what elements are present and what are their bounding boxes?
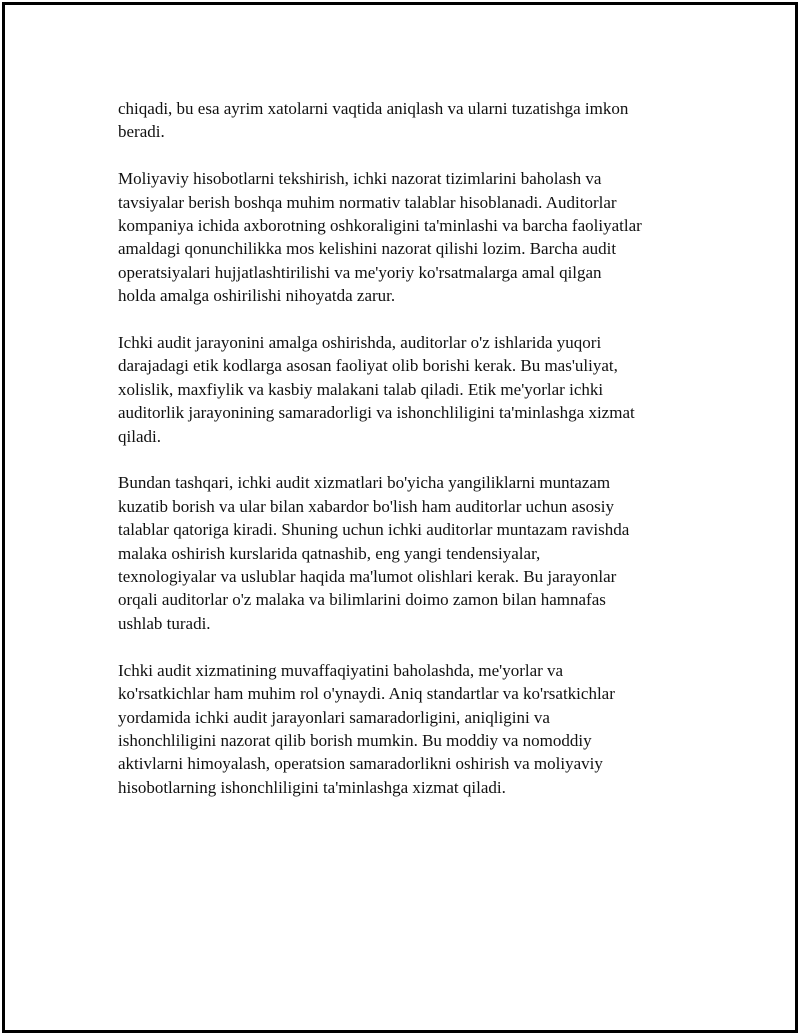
text-line: Bundan tashqari, ichki audit xizmatlari bo'yicha yangiliklarni muntazam bbox=[118, 473, 611, 493]
paragraph-4 bbox=[118, 471, 693, 635]
text-line: darajadagi etik kodlarga asosan faoliyat olib borishi kerak. Bu mas'uliyat, bbox=[118, 356, 618, 376]
document-body bbox=[118, 97, 693, 823]
text-line: tavsiyalar berish boshqa muhim normativ talablar hisoblanadi. Auditorlar bbox=[118, 192, 617, 212]
document-page bbox=[2, 2, 798, 1033]
text-line: malaka oshirish kurslarida qatnashib, eng yangi tendensiyalar, bbox=[118, 543, 541, 563]
text-line: Ichki audit jarayonini amalga oshirishda, auditorlar o'z ishlarida yuqori bbox=[118, 333, 602, 353]
text-line: kompaniya ichida axborotning oshkoraligini ta'minlashi va barcha faoliyatlar bbox=[118, 216, 642, 236]
text-line: hisobotlarning ishonchliligini ta'minlashga xizmat qiladi. bbox=[118, 777, 506, 797]
text-line: orqali auditorlar o'z malaka va bilimlarini doimo zamon bilan hamnafas bbox=[118, 590, 606, 610]
text-line: texnologiyalar va uslublar haqida ma'lumot olishlari kerak. Bu jarayonlar bbox=[118, 567, 617, 587]
text-line: talablar qatoriga kiradi. Shuning uchun ichki auditorlar muntazam ravishda bbox=[118, 520, 630, 540]
text-line: kuzatib borish va ular bilan xabardor bo'lish ham auditorlar uchun asosiy bbox=[118, 496, 614, 516]
text-line: qiladi. bbox=[118, 426, 161, 446]
paragraph-5 bbox=[118, 659, 693, 799]
text-line: ishonchliligini nazorat qilib borish mumkin. Bu moddiy va nomoddiy bbox=[118, 730, 592, 750]
text-line: auditorlik jarayonining samaradorligi va ishonchliligini ta'minlashga xizmat bbox=[118, 403, 635, 423]
text-line: ko'rsatkichlar ham muhim rol o'ynaydi. Aniq standartlar va ko'rsatkichlar bbox=[118, 684, 615, 704]
text-line: xolislik, maxfiylik va kasbiy malakani talab qiladi. Etik me'yorlar ichki bbox=[118, 379, 604, 399]
paragraph-3 bbox=[118, 331, 693, 448]
text-line: yordamida ichki audit jarayonlari samaradorligini, aniqligini va bbox=[118, 707, 550, 727]
paragraph-1 bbox=[118, 97, 693, 144]
text-line: beradi. bbox=[118, 122, 165, 142]
text-line: chiqadi, bu esa ayrim xatolarni vaqtida aniqlash va ularni tuzatishga imkon bbox=[118, 99, 629, 118]
text-line: ushlab turadi. bbox=[118, 613, 211, 633]
text-line: aktivlarni himoyalash, operatsion samaradorlikni oshirish va moliyaviy bbox=[118, 754, 603, 774]
text-line: holda amalga oshirilishi nihoyatda zarur. bbox=[118, 286, 396, 306]
text-line: Ichki audit xizmatining muvaffaqiyatini baholashda, me'yorlar va bbox=[118, 660, 564, 680]
text-line: Moliyaviy hisobotlarni tekshirish, ichki nazorat tizimlarini baholash va bbox=[118, 169, 602, 189]
text-line: amaldagi qonunchilikka mos kelishini nazorat qilishi lozim. Barcha audit bbox=[118, 239, 617, 259]
text-line: operatsiyalari hujjatlashtirilishi va me'yoriy ko'rsatmalarga amal qilgan bbox=[118, 262, 602, 282]
paragraph-2 bbox=[118, 167, 693, 307]
